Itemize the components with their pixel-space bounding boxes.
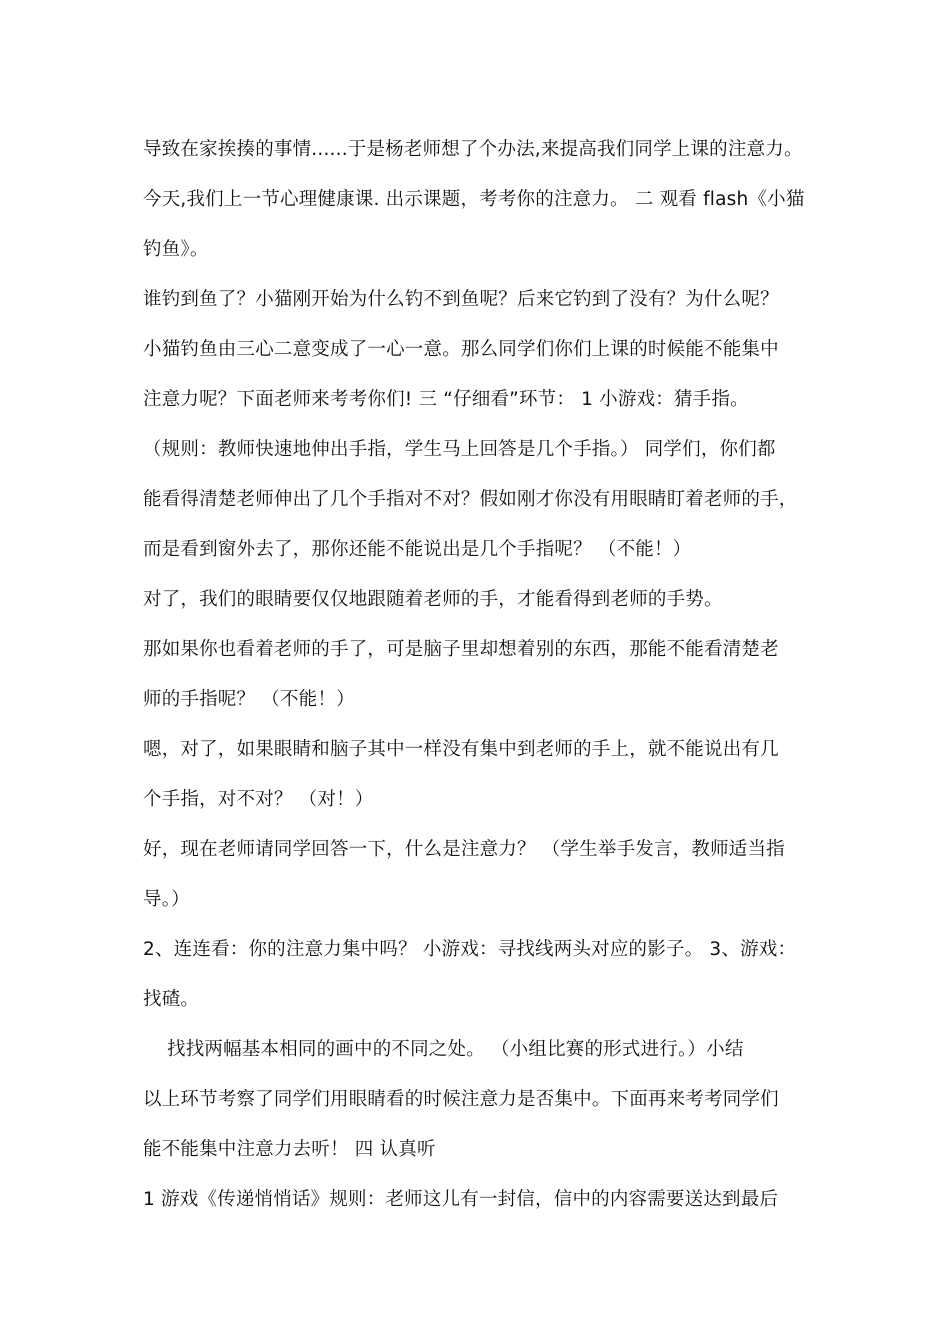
text-line: 导致在家挨揍的事情......于是杨老师想了个办法,来提高我们同学上课的注意力。 [143,139,803,160]
text-line: 2、连连看：你的注意力集中吗？ 小游戏：寻找线两头对应的影子。 3、游戏： [143,939,797,960]
text-line: 1 游戏《传递悄悄话》规则：老师这儿有一封信，信中的内容需要送达到最后 [143,1189,779,1210]
text-line: 对了，我们的眼睛要仅仅地跟随着老师的手，才能看得到老师的手势。 [143,589,723,610]
text-line: 钓鱼》。 [143,239,209,260]
text-line: 好，现在老师请同学回答一下，什么是注意力？ （学生举手发言，教师适当指 [143,839,785,860]
text-line: 嗯，对了，如果眼睛和脑子其中一样没有集中到老师的手上，就不能说出有几 [143,739,779,760]
text-line: 找找两幅基本相同的画中的不同之处。 （小组比赛的形式进行。）小结 [167,1039,744,1060]
text-line: 小猫钓鱼由三心二意变成了一心一意。那么同学们你们上课的时候能不能集中 [143,339,779,360]
text-line: 注意力呢？下面老师来考考你们! 三 “仔细看”环节： 1 小游戏：猜手指。 [143,389,749,410]
text-line: 导。） [143,889,190,910]
text-line: 师的手指呢？ （不能！） [143,689,355,710]
text-line: 能看得清楚老师伸出了几个手指对不对？假如刚才你没有用眼睛盯着老师的手， [143,489,798,510]
text-line: 个手指，对不对？ （对！） [143,789,374,810]
text-line: （规则：教师快速地伸出手指，学生马上回答是几个手指。） 同学们，你们都 [143,439,776,460]
text-line: 那如果你也看着老师的手了，可是脑子里却想着别的东西，那能不能看清楚老 [143,639,779,660]
text-line: 以上环节考察了同学们用眼睛看的时候注意力是否集中。下面再来考考同学们 [143,1089,779,1110]
text-line: 能不能集中注意力去听！ 四 认真听 [143,1139,436,1160]
text-line: 而是看到窗外去了，那你还能不能说出是几个手指呢？ （不能！） [143,539,692,560]
text-line: 谁钓到鱼了？小猫刚开始为什么钓不到鱼呢？后来它钓到了没有？为什么呢？ [143,289,779,310]
text-line: 找碴。 [143,989,200,1010]
text-line: 今天,我们上一节心理健康课. 出示课题，考考你的注意力。 二 观看 flash《小猫 [143,189,805,210]
